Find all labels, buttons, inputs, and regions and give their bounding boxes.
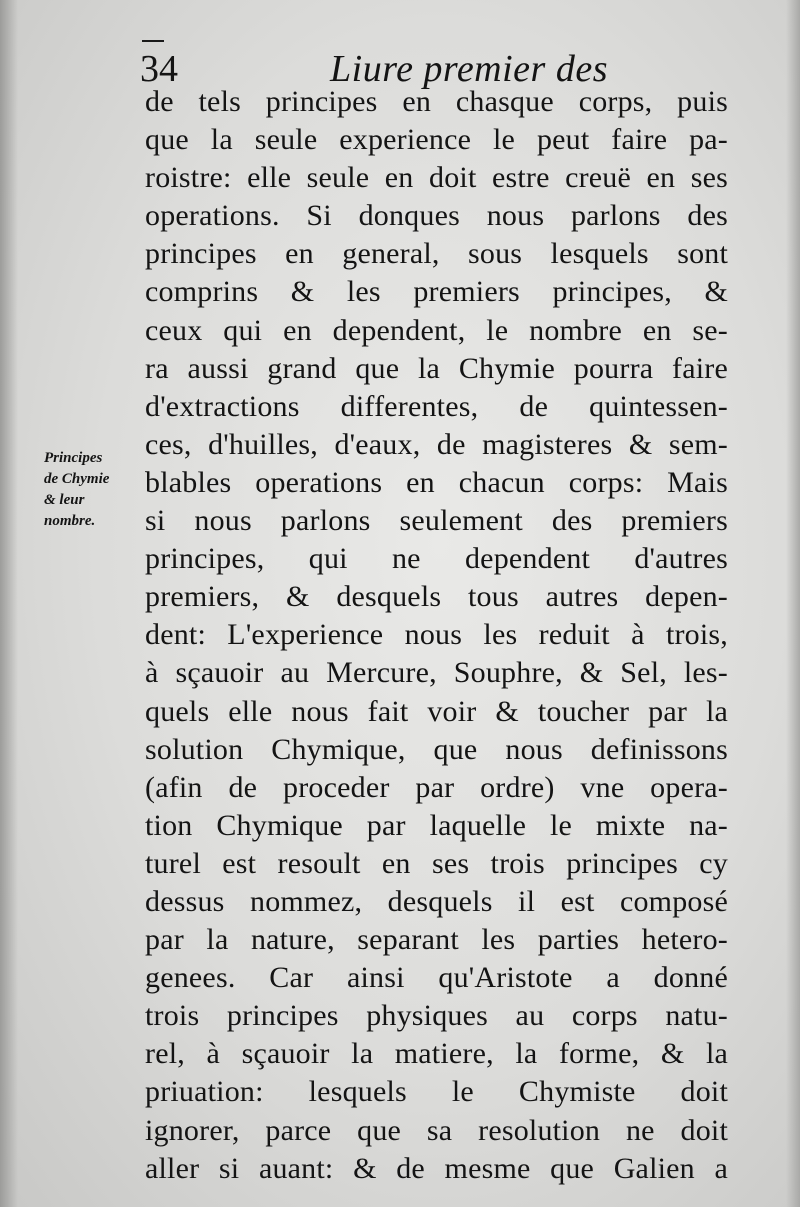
text-line: ignorer, parce que sa resolution ne doit xyxy=(145,1113,728,1147)
text-line: comprins & les premiers principes, & xyxy=(145,275,728,309)
text-line: que la seule experience le peut faire pa- xyxy=(145,123,728,157)
text-line: d'extractions differentes, de quintessen- xyxy=(145,389,728,423)
text-line: trois principes physiques au corps natu- xyxy=(145,999,728,1033)
text-line: (afin de proceder par ordre) vne opera- xyxy=(145,770,728,804)
body-text xyxy=(145,83,728,1188)
page-number: 34 xyxy=(140,44,178,94)
marginal-note-line: nombre. xyxy=(44,513,96,529)
text-line: dessus nommez, desquels il est composé xyxy=(145,884,728,918)
text-line: ra aussi grand que la Chymie pourra faire xyxy=(145,351,728,385)
running-head-title: Liure premier des xyxy=(330,48,608,90)
text-line: par la nature, separant les parties hetero- xyxy=(145,923,728,957)
text-line: à sçauoir au Mercure, Souphre, & Sel, les- xyxy=(145,656,728,690)
text-line: principes, qui ne dependent d'autres xyxy=(145,542,728,576)
marginal-note-line: Principes xyxy=(44,450,103,466)
text-line: si nous parlons seulement des premiers xyxy=(145,504,728,538)
marginal-note xyxy=(44,448,154,532)
text-line: ceux qui en dependent, le nombre en se- xyxy=(145,313,728,347)
text-line: solution Chymique, que nous definissons xyxy=(145,732,728,766)
text-line: blables operations en chacun corps: Mais xyxy=(145,465,728,499)
text-line: aller si auant: & de mesme que Galien a xyxy=(145,1151,728,1185)
text-line: roistre: elle seule en doit estre creuë en ses xyxy=(145,161,728,195)
text-line: priuation: lesquels le Chymiste doit xyxy=(145,1075,728,1109)
text-line: quels elle nous fait voir & toucher par la xyxy=(145,694,728,728)
text-line: principes en general, sous lesquels sont xyxy=(145,237,728,271)
text-line: premiers, & desquels tous autres depen- xyxy=(145,580,728,614)
text-line: turel est resoult en ses trois principes cy xyxy=(145,846,728,880)
text-line: dent: L'experience nous les reduit à trois, xyxy=(145,618,728,652)
text-line: ces, d'huilles, d'eaux, de magisteres & sem- xyxy=(145,427,728,461)
text-line: operations. Si donques nous parlons des xyxy=(145,199,728,233)
marginal-note-line: de Chymie xyxy=(44,471,110,487)
text-line: rel, à sçauoir la matiere, la forme, & la xyxy=(145,1037,728,1071)
text-line: tion Chymique par laquelle le mixte na- xyxy=(145,808,728,842)
text-line: de tels principes en chasque corps, puis xyxy=(145,85,728,118)
text-line: genees. Car ainsi qu'Aristote a donné xyxy=(145,961,728,995)
marginal-note-line: & leur xyxy=(44,492,85,508)
